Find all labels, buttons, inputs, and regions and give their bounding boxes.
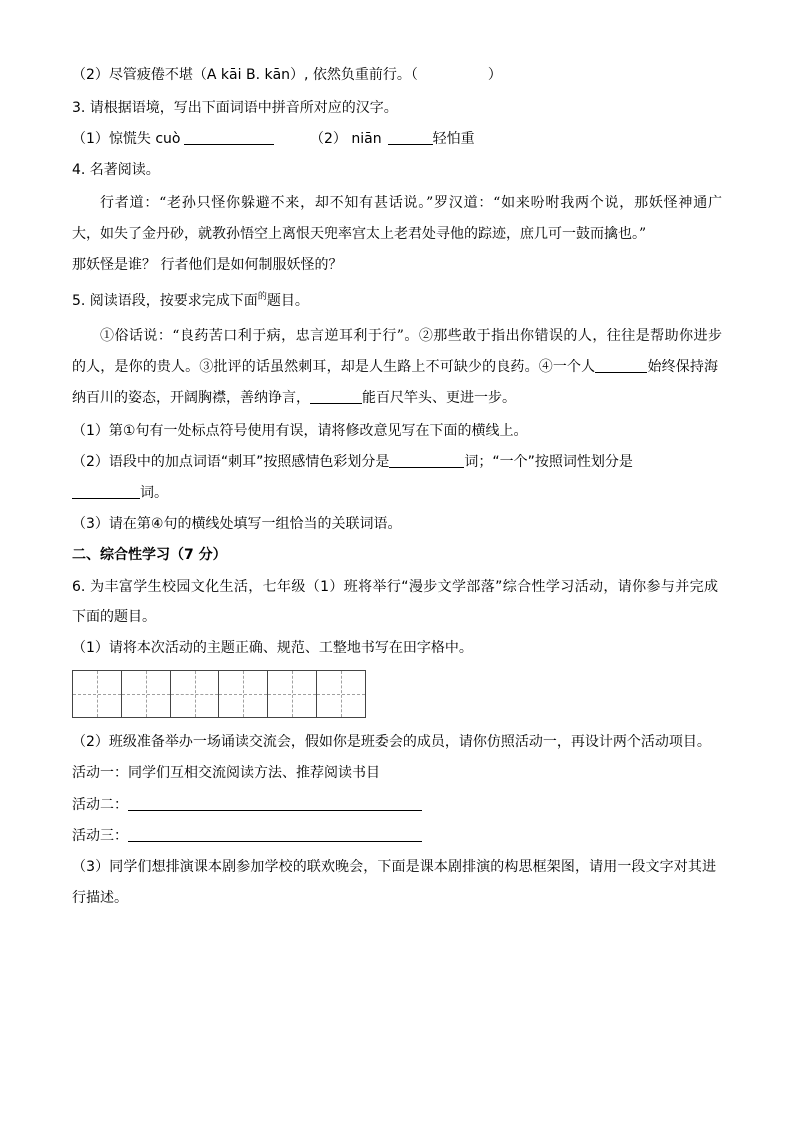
question-3-sub2-prefix: （2） niān: [310, 131, 382, 147]
question-5-passage-line: ①俗话说：“良药苦口利于病，忠言逆耳利于行”。②那些敢于指出你错误的人，往往是帮助你进步: [100, 328, 722, 344]
question-6-sub1: （1）请将本次活动的主题正确、规范、工整地书写在田字格中。: [72, 640, 473, 656]
section-2-heading: 二、综合性学习（7 分）: [72, 547, 227, 563]
question-5-sub2-text: 词；“一个”按照词性划分是: [464, 454, 633, 470]
question-4-question: 那妖怪是谁？ 行者他们是如何制服妖怪的？: [72, 257, 343, 273]
question-5-title-text: 题目。: [266, 293, 309, 309]
answer-blank: [72, 484, 140, 499]
question-5-sub1: （1）第①句有一处标点符号使用有误，请将修改意见写在下面的横线上。: [72, 423, 528, 439]
answer-blank: [389, 453, 464, 468]
question-3-sub1: [72, 129, 274, 149]
question-3-title: 3. 请根据语境，写出下面词语中拼音所对应的汉字。: [72, 100, 398, 116]
question-6-sub2: （2）班级准备举办一场诵读交流会，假如你是班委会的成员，请你仿照活动一，再设计两个活动项目。: [72, 734, 711, 750]
activity-3-label: 活动三：: [72, 828, 128, 844]
question-5-sub2-text: （2）语段中的加点词语“刺耳”按照感情色彩划分是: [72, 454, 390, 470]
answer-blank: [128, 796, 422, 811]
question-5-title-text: 5. 阅读语段，按要求完成下面: [72, 293, 258, 309]
activity-2: [72, 795, 422, 815]
activity-1: 活动一：同学们互相交流阅读方法、推荐阅读书目: [72, 765, 380, 781]
question-4-passage-line: 行者道：“老孙只怪你躲避不来，却不知有甚话说。”罗汉道：“如来吩咐我两个说，那妖怪神通广: [100, 195, 722, 211]
question-5-sub2-continued: [72, 483, 168, 503]
question-5-sub2: [72, 452, 633, 472]
question-5-sub3: （3）请在第④句的横线处填写一组恰当的关联词语。: [72, 516, 402, 532]
question-5-passage-line: [72, 357, 718, 377]
question-3-sub2-suffix: 轻怕重: [432, 131, 475, 147]
tianzige-cell: [171, 671, 220, 717]
tianzige-cell: [122, 671, 171, 717]
answer-blank: [595, 358, 647, 373]
tianzige-cell: [73, 671, 122, 717]
question-4-title: 4. 名著阅读。: [72, 162, 160, 178]
question-6-intro: 6. 为丰富学生校园文化生活，七年级（1）班将举行“漫步文学部落”综合性学习活动，请你参与并完成: [72, 579, 718, 595]
answer-blank: [310, 389, 362, 404]
question-2-sub2: （2）尽管疲倦不堪（A kāi B. kān）, 依然负重前行。（ ）: [72, 67, 502, 83]
tianzige-cell: [219, 671, 268, 717]
question-6-sub3: （3）同学们想排演课本剧参加学校的联欢晚会，下面是课本剧排演的构思框架图，请用一段文字对其进: [72, 859, 716, 875]
answer-blank: [184, 130, 274, 145]
tianzige-cell: [268, 671, 317, 717]
question-5-sub2-text: 词。: [140, 485, 168, 501]
question-6-sub3: 行描述。: [72, 890, 128, 906]
question-3-sub1-prefix: （1）惊慌失 cuò: [72, 131, 181, 147]
answer-blank: [128, 827, 422, 842]
question-5-passage-text: 的人，是你的贵人。③批评的话虽然刺耳，却是人生路上不可缺少的良药。④一个人: [72, 359, 596, 375]
activity-3: [72, 826, 422, 846]
question-4-passage-line: 大，如失了金丹砂，就教孙悟空上离恨天兜率宫太上老君处寻他的踪迹，庶几可一鼓而擒也。”: [72, 226, 647, 242]
question-3-sub2: [310, 129, 475, 149]
question-5-passage-text: 能百尺竿头、更进一步。: [362, 390, 516, 406]
question-5-title-mark: 的: [257, 292, 267, 302]
question-6-intro: 下面的题目。: [72, 609, 156, 625]
question-5-passage-text: 纳百川的姿态，开阔胸襟，善纳诤言，: [72, 390, 310, 406]
question-5-passage-text: 始终保持海: [647, 359, 719, 375]
tianzige-grid: [72, 670, 366, 718]
activity-2-label: 活动二：: [72, 797, 128, 813]
question-5-title: [72, 291, 309, 311]
answer-blank: [388, 130, 433, 145]
tianzige-cell: [317, 671, 366, 717]
question-5-passage-line: [72, 388, 516, 408]
